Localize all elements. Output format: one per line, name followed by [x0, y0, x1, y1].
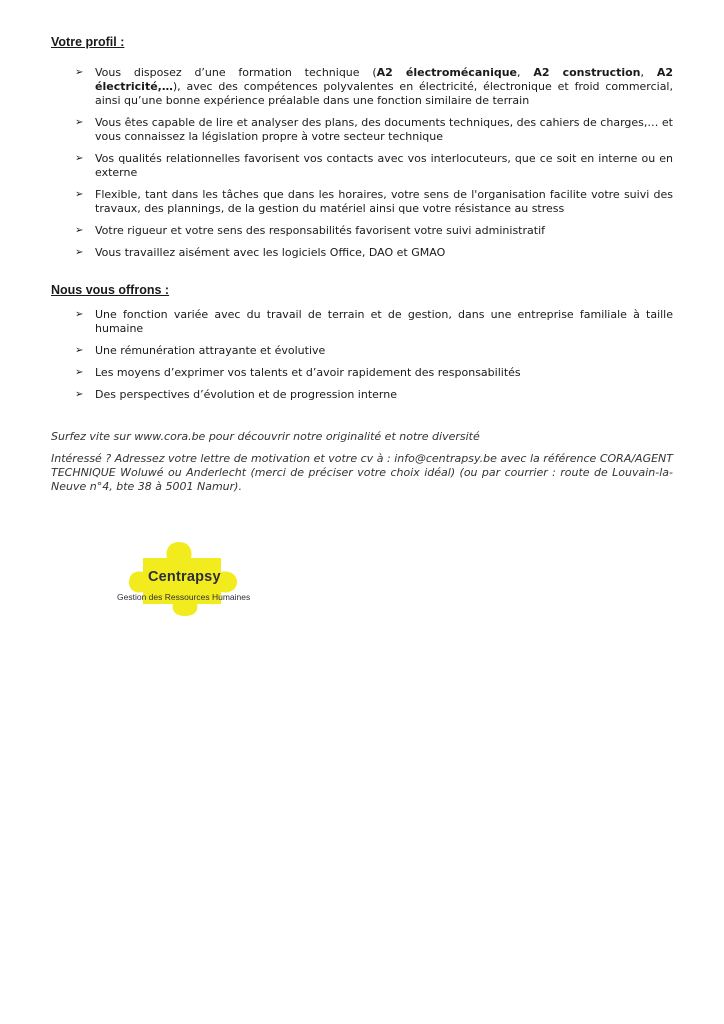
profile-item-text: ,: [517, 66, 534, 79]
profile-item-text: A2 construction: [533, 66, 641, 79]
profile-item-text: Vos qualités relationnelles favorisent vos contacts avec vos interlocuteurs, que ce soit en interne ou en externe: [95, 152, 673, 179]
profile-item-text: Vous travaillez aisément avec les logiciels Office, DAO et GMAO: [95, 246, 446, 259]
profile-item: [51, 224, 673, 238]
offer-item: [51, 366, 673, 380]
profile-item-text: ,: [640, 66, 657, 79]
bullet-arrow-icon: ➢: [75, 345, 84, 356]
offer-item-text: Une rémunération attrayante et évolutive: [95, 344, 326, 357]
profile-item: [51, 66, 673, 108]
offer-item: [51, 344, 673, 358]
offer-section-title: Nous vous offrons :: [51, 283, 170, 297]
profile-item-text: A2 électricité,…: [95, 66, 673, 93]
bullet-arrow-icon: ➢: [75, 153, 84, 164]
bullet-arrow-icon: ➢: [75, 225, 84, 236]
bullet-arrow-icon: ➢: [75, 67, 84, 78]
offer-item: [51, 388, 673, 402]
profile-list: [51, 66, 673, 260]
profile-item-text: A2 électromécanique: [376, 66, 518, 79]
offer-item-text: Les moyens d’exprimer vos talents et d’avoir rapidement des responsabilités: [95, 366, 521, 379]
profile-item: [51, 152, 673, 180]
logo-name: Centrapsy: [148, 569, 221, 585]
logo-subtitle: Gestion des Ressources Humaines: [117, 592, 251, 602]
bullet-arrow-icon: ➢: [75, 367, 84, 378]
profile-item-text: ), avec des compétences polyvalentes en électricité, électronique et froid commercial, ainsi qu’une bonne expérience préalable dans une fonction similaire de terrain: [95, 80, 673, 107]
profile-item-text: Vous êtes capable de lire et analyser des plans, des documents techniques, des cahiers de charges,… et vous connaissez la législation propre à votre secteur technique: [95, 116, 673, 143]
profile-item: [51, 116, 673, 144]
footer-text: [51, 430, 673, 494]
bullet-arrow-icon: ➢: [75, 247, 84, 258]
bullet-arrow-icon: ➢: [75, 389, 84, 400]
profile-item: [51, 246, 673, 260]
bullet-arrow-icon: ➢: [75, 117, 84, 128]
profile-item-text: Vous disposez d’une formation technique (: [95, 66, 377, 79]
profile-item: [51, 188, 673, 216]
centrapsy-logo: [113, 536, 253, 618]
offer-item-text: Des perspectives d’évolution et de progression interne: [95, 388, 397, 401]
profile-section-title: Votre profil :: [51, 35, 125, 49]
apply-text: Intéressé ? Adressez votre lettre de motivation et votre cv à : info@centrapsy.be avec la référence CORA/AGENT TECHNIQUE Woluwé ou Anderlecht (merci de préciser votre choix idéal) (ou par courrier : route de Louvain-la-Neuve n°4, bte 38 à 5001 Namur).: [51, 452, 673, 493]
offer-item: [51, 308, 673, 336]
bullet-arrow-icon: ➢: [75, 309, 84, 320]
profile-item-text: Flexible, tant dans les tâches que dans les horaires, votre sens de l'organisation facilite votre suivi des travaux, des plannings, de la gestion du matériel ainsi que votre résistance au stress: [95, 188, 673, 215]
bullet-arrow-icon: ➢: [75, 189, 84, 200]
offer-item-text: Une fonction variée avec du travail de terrain et de gestion, dans une entreprise familiale à taille humaine: [95, 308, 673, 335]
profile-item-text: Votre rigueur et votre sens des responsabilités favorisent votre suivi administratif: [95, 224, 545, 237]
document-page: [51, 34, 673, 502]
surf-text: Surfez vite sur www.cora.be pour découvrir notre originalité et notre diversité: [51, 430, 480, 443]
offer-list: [51, 308, 673, 402]
